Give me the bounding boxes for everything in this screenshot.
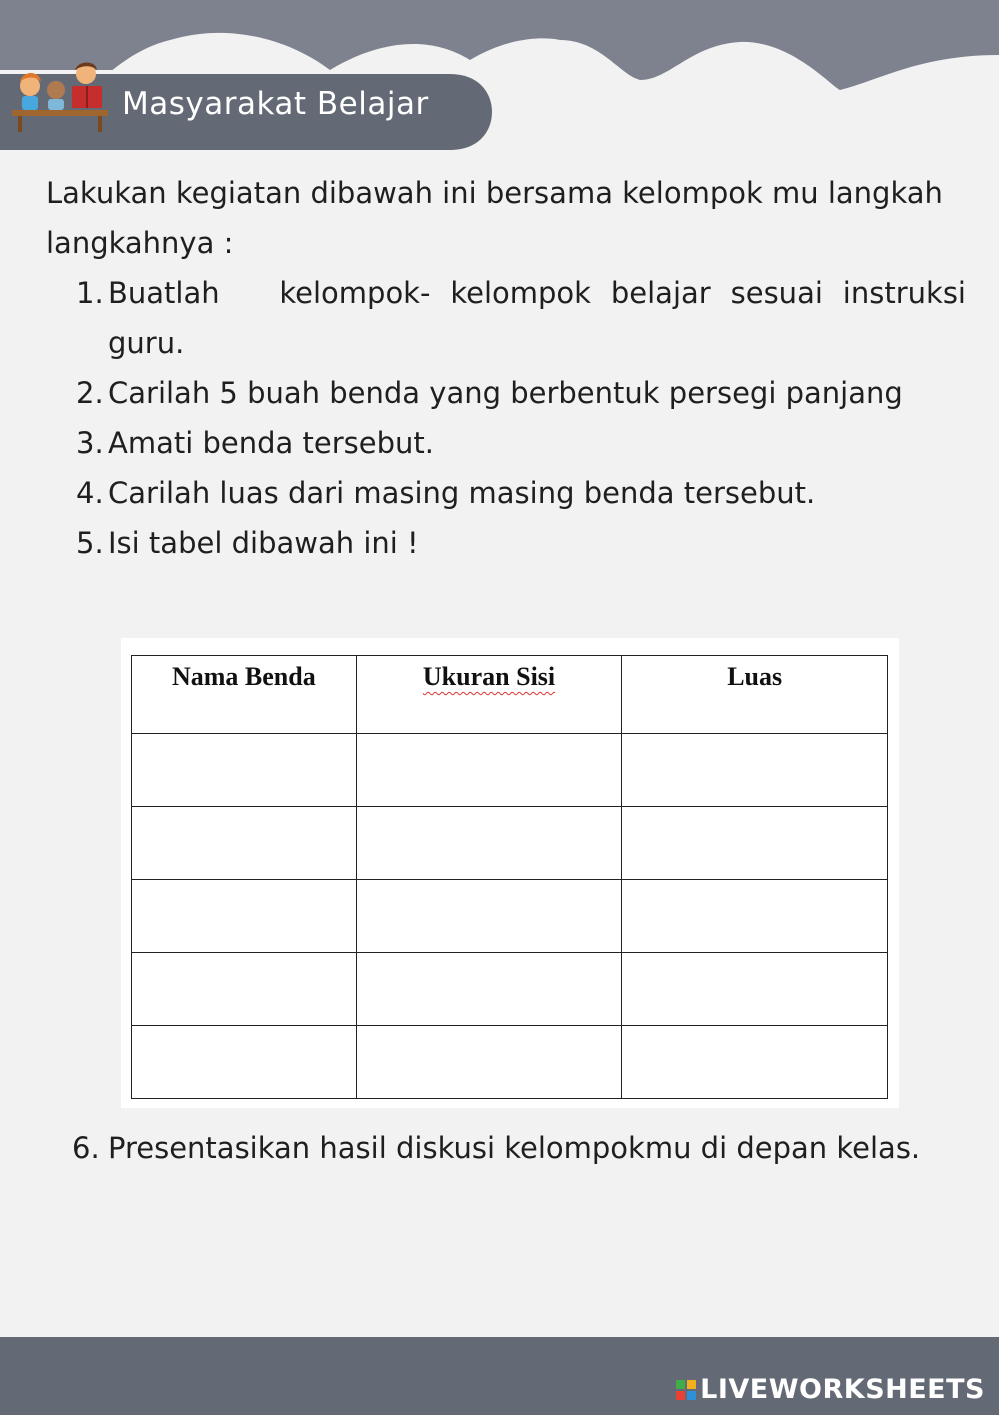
step-number: 5.	[76, 526, 104, 560]
list-item	[76, 268, 976, 368]
table-cell[interactable]	[356, 1026, 622, 1099]
table-row	[132, 807, 888, 880]
table-row	[132, 880, 888, 953]
table-header-row	[132, 656, 888, 734]
list-item	[76, 368, 966, 418]
intro-text: Lakukan kegiatan dibawah ini bersama kelompok mu langkah langkahnya :	[46, 176, 943, 260]
list-item	[76, 468, 966, 518]
step-text: Amati benda tersebut.	[108, 426, 434, 460]
page-title: Masyarakat Belajar	[122, 86, 429, 122]
table-cell[interactable]	[132, 807, 357, 880]
children-reading-illustration	[8, 58, 112, 138]
column-header-ukuran-sisi-text: Ukuran Sisi	[422, 662, 556, 691]
table-row	[132, 734, 888, 807]
step-text: Carilah 5 buah benda yang berbentuk persegi panjang	[108, 376, 903, 410]
step-text: Isi tabel dibawah ini !	[108, 526, 419, 560]
liveworksheets-logo-icon	[676, 1380, 696, 1400]
table-container	[121, 638, 899, 1108]
table-cell[interactable]	[356, 807, 622, 880]
table-row	[132, 953, 888, 1026]
table-cell[interactable]	[132, 1026, 357, 1099]
table-cell[interactable]	[622, 880, 888, 953]
step-number: 1.	[76, 276, 104, 310]
step-text: Buatlah kelompok- kelompok belajar sesuai instruksi guru.	[108, 276, 976, 360]
column-header-nama-benda: Nama Benda	[132, 656, 357, 734]
column-header-ukuran-sisi	[356, 656, 622, 734]
table-cell[interactable]	[356, 953, 622, 1026]
steps-list	[76, 268, 976, 568]
column-header-luas: Luas	[622, 656, 888, 734]
step-text: Presentasikan hasil diskusi kelompokmu di depan kelas.	[108, 1131, 921, 1165]
list-item-step-6	[72, 1123, 952, 1173]
step-number: 2.	[76, 376, 104, 410]
table-cell[interactable]	[132, 734, 357, 807]
table-cell[interactable]	[622, 807, 888, 880]
brand-logo[interactable]	[676, 1374, 985, 1405]
step-number: 4.	[76, 476, 104, 510]
table-cell[interactable]	[132, 953, 357, 1026]
table-cell[interactable]	[132, 880, 357, 953]
step-number: 3.	[76, 426, 104, 460]
data-table	[131, 655, 888, 1099]
table-cell[interactable]	[356, 734, 622, 807]
table-cell[interactable]	[622, 953, 888, 1026]
step-text: Carilah luas dari masing masing benda tersebut.	[108, 476, 816, 510]
step-number: 6.	[72, 1131, 100, 1165]
list-item	[76, 418, 966, 468]
list-item	[76, 518, 966, 568]
table-cell[interactable]	[622, 734, 888, 807]
brand-name: LIVEWORKSHEETS	[700, 1374, 985, 1405]
table-cell[interactable]	[622, 1026, 888, 1099]
table-row	[132, 1026, 888, 1099]
table-cell[interactable]	[356, 880, 622, 953]
